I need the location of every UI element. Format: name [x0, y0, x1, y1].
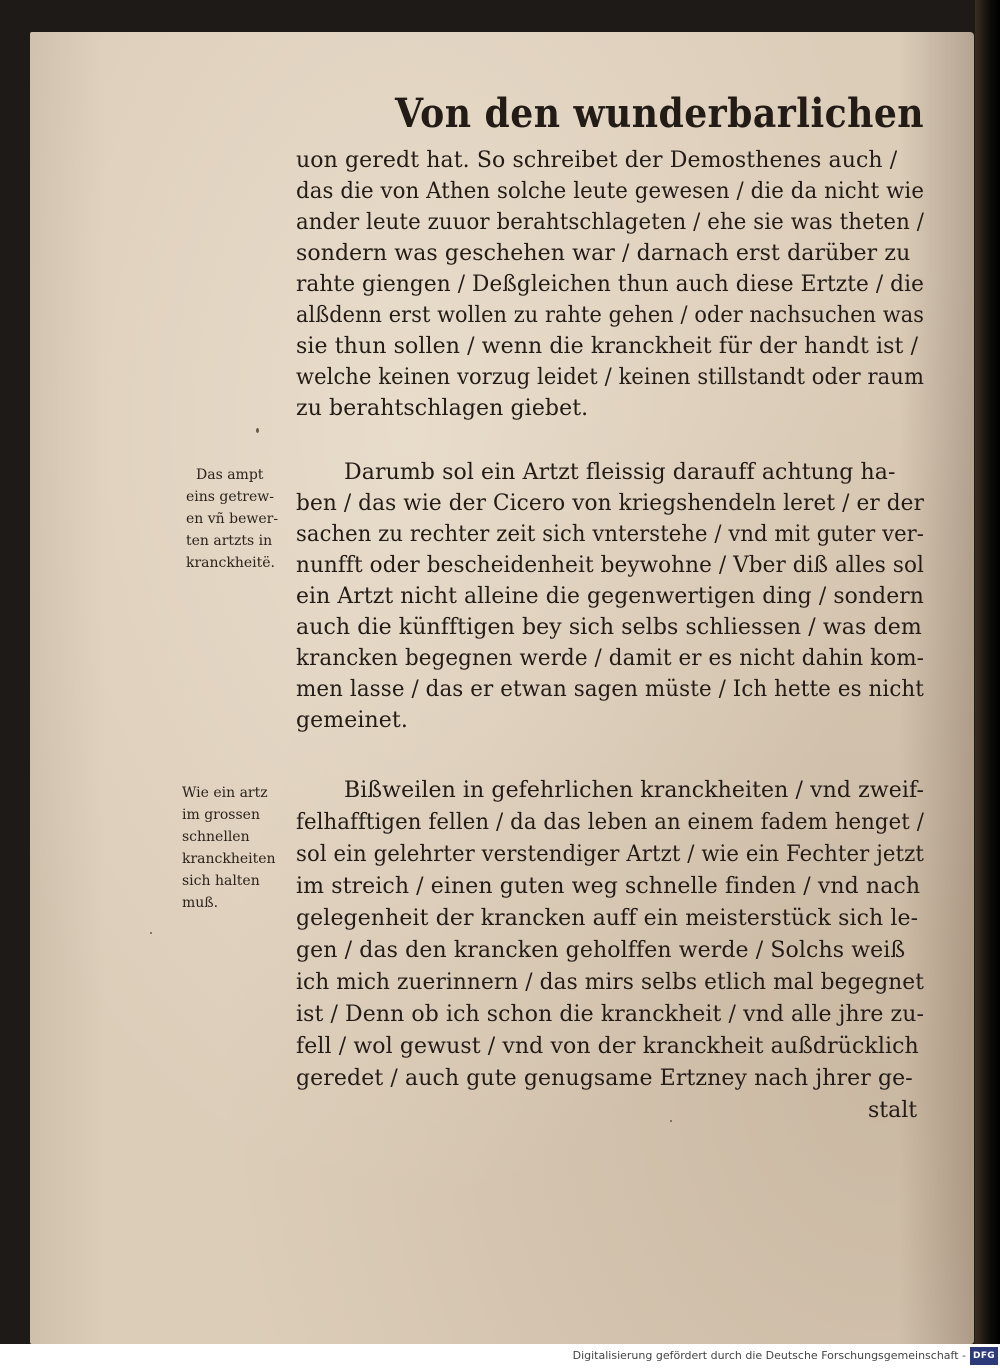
text-line: gemeinet. — [296, 708, 408, 733]
text-line: im streich / einen guten weg schnelle finden / vnd nach — [296, 874, 921, 899]
funding-banner — [0, 1344, 1000, 1368]
margin-note-line: sich halten — [182, 873, 260, 889]
margin-note-line: kranckheiten — [182, 851, 276, 867]
text-line: uon geredt hat. So schreibet der Demosthenes auch / — [296, 148, 898, 173]
margin-note-line: ten artzts in — [186, 533, 273, 549]
text-line: ben / das wie der Cicero von kriegshendeln leret / er der — [296, 491, 925, 516]
margin-note-line: schnellen — [182, 829, 250, 845]
margin-note-line: Das ampt — [196, 467, 264, 483]
text-line: alßdenn erst wollen zu rahte gehen / oder nachsuchen was — [296, 303, 925, 328]
text-line: fell / wol gewust / vnd von der kranckheit außdrücklich — [296, 1034, 919, 1059]
text-line: sachen zu rechter zeit sich vnterstehe / vnd mit guter ver- — [296, 522, 925, 547]
dfg-logo: DFG — [970, 1347, 998, 1365]
text-line: sie thun sollen / wenn die kranckheit für der handt ist / — [296, 334, 919, 359]
text-line: ist / Denn ob ich schon die kranckheit / vnd alle jhre zu- — [296, 1002, 924, 1027]
text-line: sondern was geschehen war / darnach erst darüber zu — [296, 241, 911, 266]
text-line: felhafftigen fellen / da das leben an einem fadem henget / — [296, 810, 924, 835]
text-line: nunfft oder bescheidenheit beywohne / Vber diß alles sol — [296, 553, 925, 578]
paper-speck — [256, 428, 259, 433]
text-line: ich mich zuerinnern / das mirs selbs etlich mal begegnet — [296, 970, 924, 995]
margin-note-line: kranckheitë. — [186, 555, 276, 571]
text-line: das die von Athen solche leute gewesen / die da nicht wie — [296, 179, 925, 204]
text-line: gelegenheit der krancken auff ein meisterstück sich le- — [296, 906, 919, 931]
funding-text: Digitalisierung gefördert durch die Deutsche Forschungsgemeinschaft - — [572, 1349, 966, 1362]
book-spine-edge — [975, 0, 1000, 1344]
text-line: Darumb sol ein Artzt fleissig darauff achtung ha- — [344, 460, 896, 485]
margin-note-line: en vñ bewer- — [186, 511, 279, 527]
text-line: geredet / auch gute genugsame Ertzney nach jhrer ge- — [296, 1066, 913, 1091]
margin-note-line: Wie ein artz — [182, 785, 268, 801]
margin-note-line: im grossen — [182, 807, 260, 823]
text-line: Bißweilen in gefehrlichen kranckheiten / vnd zweif- — [344, 778, 924, 803]
text-line: zu berahtschlagen giebet. — [296, 396, 589, 421]
margin-note-line: muß. — [182, 895, 219, 911]
text-line: auch die künfftigen bey sich selbs schliessen / was dem — [296, 615, 922, 640]
text-line: krancken begegnen werde / damit er es nicht dahin kom- — [296, 646, 924, 671]
margin-note-line: eins getrew- — [186, 489, 274, 505]
paper-speck — [670, 1120, 672, 1122]
text-line: men lasse / das er etwan sagen müste / Ich hette es nicht — [296, 677, 925, 702]
text-line: gen / das den krancken geholffen werde / Solchs weiß — [296, 938, 906, 963]
text-line: welche keinen vorzug leidet / keinen stillstandt oder raum — [296, 365, 924, 390]
paper-speck — [150, 932, 152, 934]
text-line: rahte giengen / Deßgleichen thun auch diese Ertzte / die — [296, 272, 925, 297]
text-line: sol ein gelehrter verstendiger Artzt / wie ein Fechter jetzt — [296, 842, 924, 867]
text-line: ander leute zuuor berahtschlageten / ehe sie was theten / — [296, 210, 924, 235]
text-line: ein Artzt nicht alleine die gegenwertigen ding / sondern — [296, 584, 924, 609]
catchword: stalt — [868, 1098, 918, 1123]
running-head: Von den wunderbarlichen — [395, 90, 925, 137]
